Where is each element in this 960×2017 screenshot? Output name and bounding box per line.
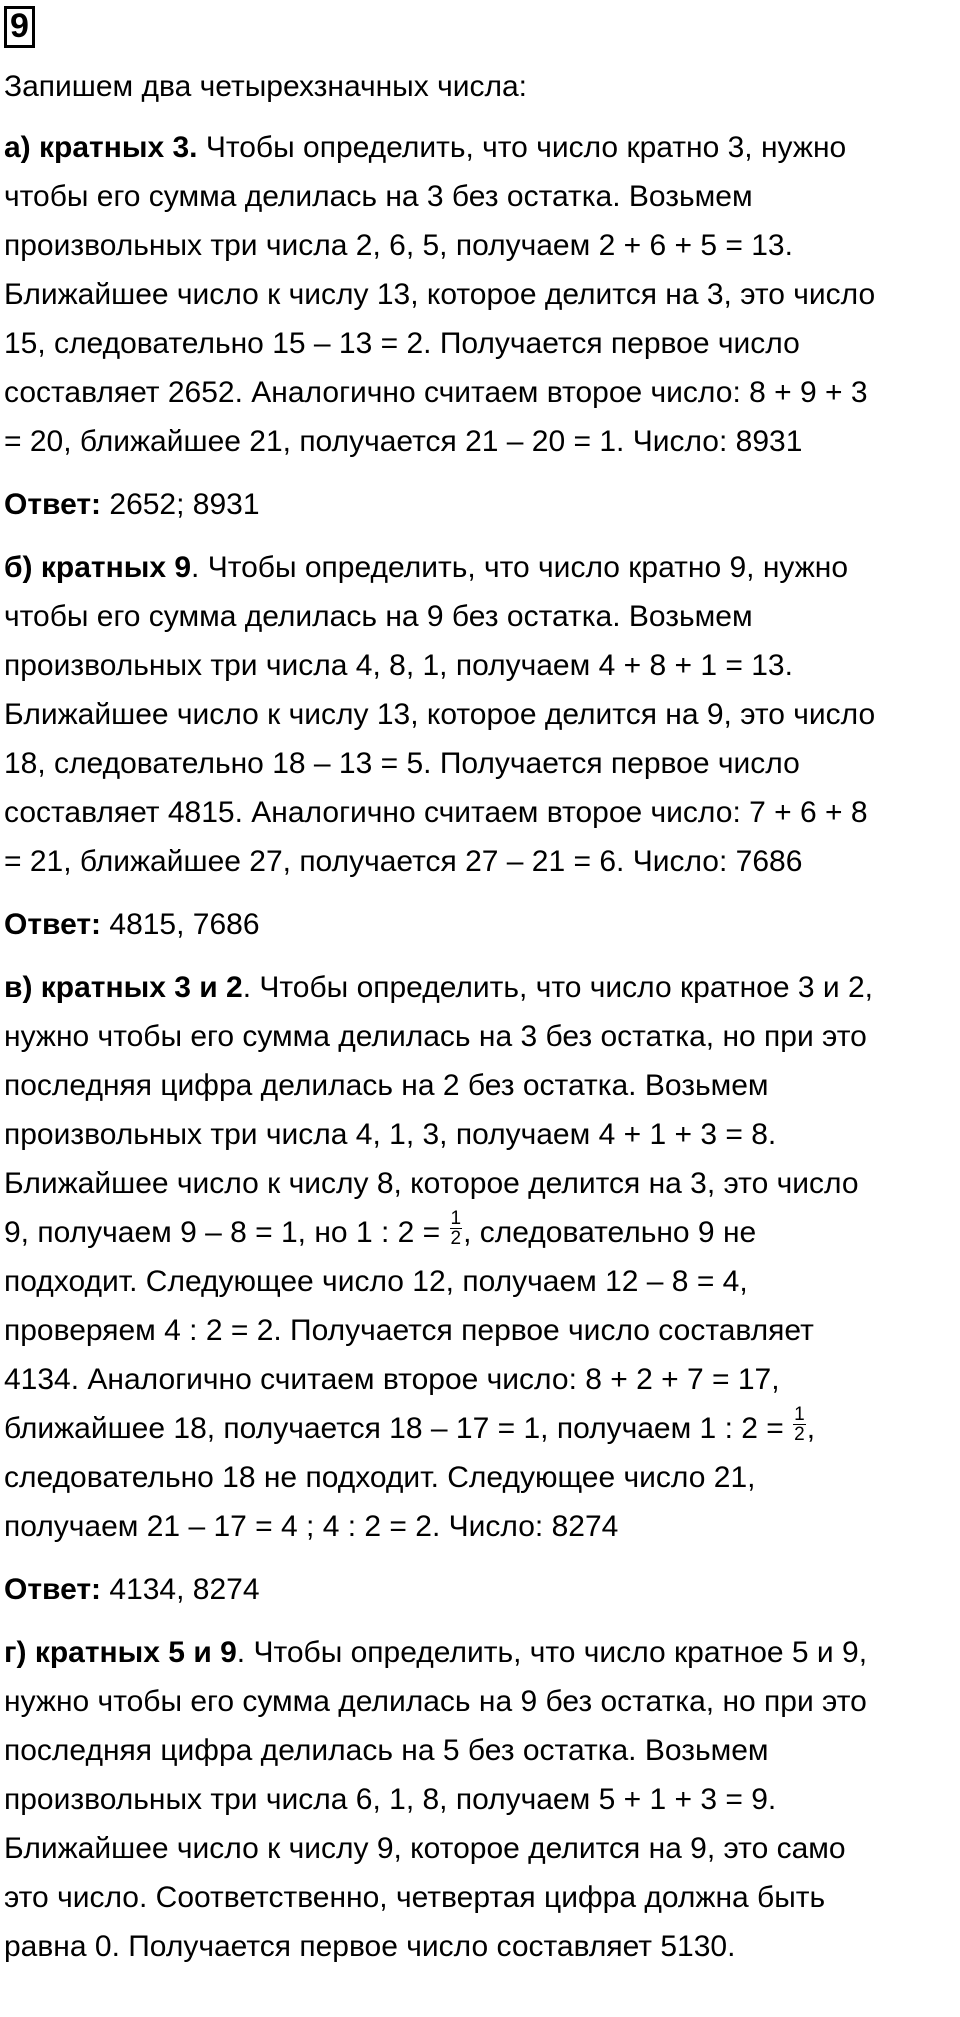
part-g-line-3: последняя цифра делилась на 5 без остатка. Возьмем bbox=[4, 1734, 769, 1767]
part-g-line-7: равна 0. Получается первое число составляет 5130. bbox=[4, 1930, 736, 1963]
part-b-line-2: чтобы его сумма делилась на 9 без остатка. Возьмем bbox=[4, 600, 753, 633]
part-v-line-2: нужно чтобы его сумма делилась на 3 без остатка, но при это bbox=[4, 1020, 867, 1053]
part-v-line-3: последняя цифра делилась на 2 без остатка. Возьмем bbox=[4, 1069, 769, 1102]
part-v-line-9: 4134. Аналогично считаем второе число: 8 + 2 + 7 = 17, bbox=[4, 1363, 780, 1396]
answer-value: 4815, 7686 bbox=[101, 908, 260, 941]
part-a-line-3: произвольных три числа 2, 6, 5, получаем 2 + 6 + 5 = 13. bbox=[4, 229, 793, 262]
intro-text: Запишем два четырехзначных числа: bbox=[4, 70, 527, 103]
part-b-line-7: = 21, ближайшее 27, получается 27 – 21 = 6. Число: 7686 bbox=[4, 845, 803, 878]
part-a-line-7: = 20, ближайшее 21, получается 21 – 20 = 1. Число: 8931 bbox=[4, 425, 803, 458]
part-b-line-4: Ближайшее число к числу 13, которое делится на 9, это число bbox=[4, 698, 876, 731]
part-b-paragraph bbox=[4, 543, 956, 886]
solution-page bbox=[4, 6, 956, 1971]
part-v-line-8: проверяем 4 : 2 = 2. Получается первое число составляет bbox=[4, 1314, 814, 1347]
part-b-line-5: 18, следовательно 18 – 13 = 5. Получается первое число bbox=[4, 747, 800, 780]
part-v-line-4: произвольных три числа 4, 1, 3, получаем 4 + 1 + 3 = 8. bbox=[4, 1118, 777, 1151]
part-g-line-2: нужно чтобы его сумма делилась на 9 без остатка, но при это bbox=[4, 1685, 867, 1718]
part-b-line-3: произвольных три числа 4, 8, 1, получаем 4 + 8 + 1 = 13. bbox=[4, 649, 793, 682]
part-g-heading: г) кратных 5 и 9 bbox=[4, 1636, 237, 1669]
part-v-line-12: получаем 21 – 17 = 4 ; 4 : 2 = 2. Число: 8274 bbox=[4, 1510, 619, 1543]
part-a-line-2: чтобы его сумма делилась на 3 без остатка. Возьмем bbox=[4, 180, 753, 213]
part-g-line-6: это число. Соответственно, четвертая цифра должна быть bbox=[4, 1881, 826, 1914]
part-b-line-1: б) кратных 9. Чтобы определить, что число кратно 9, нужно bbox=[4, 551, 849, 584]
answer-value: 4134, 8274 bbox=[101, 1573, 260, 1606]
part-v-line-5: Ближайшее число к числу 8, которое делится на 3, это число bbox=[4, 1167, 859, 1200]
part-b-answer bbox=[4, 900, 956, 949]
part-v-answer bbox=[4, 1565, 956, 1614]
part-v-paragraph bbox=[4, 963, 956, 1551]
part-a-heading: а) кратных 3. bbox=[4, 131, 198, 164]
answer-label: Ответ: bbox=[4, 908, 102, 941]
answer-value: 2652; 8931 bbox=[101, 488, 260, 521]
part-v-heading: в) кратных 3 и 2 bbox=[4, 971, 243, 1004]
part-v-line-10: ближайшее 18, получается 18 – 17 = 1, получаем 1 : 2 = $\frac{1}{2}$ , bbox=[4, 1403, 816, 1445]
part-v-line-11: следовательно 18 не подходит. Следующее число 21, bbox=[4, 1461, 756, 1494]
part-v-line-1: в) кратных 3 и 2. Чтобы определить, что число кратное 3 и 2, bbox=[4, 971, 873, 1004]
part-a-answer bbox=[4, 480, 956, 529]
part-b-line-6: составляет 4815. Аналогично считаем второе число: 7 + 6 + 8 bbox=[4, 796, 868, 829]
part-g-paragraph bbox=[4, 1628, 956, 1971]
part-v-line-7: подходит. Следующее число 12, получаем 12 – 8 = 4, bbox=[4, 1265, 748, 1298]
part-v-line-6: 9, получаем 9 – 8 = 1, но 1 : 2 = $\frac{1}{2}$ , следовательно 9 не bbox=[4, 1207, 757, 1249]
part-a-line-4: Ближайшее число к числу 13, которое делится на 3, это число bbox=[4, 278, 876, 311]
part-a-line-1: а) кратных 3. Чтобы определить, что число кратно 3, нужно bbox=[4, 131, 847, 164]
answer-label: Ответ: bbox=[4, 488, 102, 521]
fraction-one-half: $\frac{1}{2}$ bbox=[450, 1207, 462, 1249]
part-g-line-5: Ближайшее число к числу 9, которое делится на 9, это само bbox=[4, 1832, 846, 1865]
part-a-line-6: составляет 2652. Аналогично считаем второе число: 8 + 9 + 3 bbox=[4, 376, 868, 409]
part-g-line-4: произвольных три числа 6, 1, 8, получаем 5 + 1 + 3 = 9. bbox=[4, 1783, 777, 1816]
part-a-line-5: 15, следовательно 15 – 13 = 2. Получается первое число bbox=[4, 327, 800, 360]
part-g-line-1: г) кратных 5 и 9. Чтобы определить, что число кратное 5 и 9, bbox=[4, 1636, 868, 1669]
part-b-heading: б) кратных 9 bbox=[4, 551, 192, 584]
task-number-box: 9 bbox=[4, 6, 35, 48]
fraction-one-half: $\frac{1}{2}$ bbox=[794, 1403, 805, 1445]
answer-label: Ответ: bbox=[4, 1573, 102, 1606]
part-a-paragraph bbox=[4, 123, 956, 466]
